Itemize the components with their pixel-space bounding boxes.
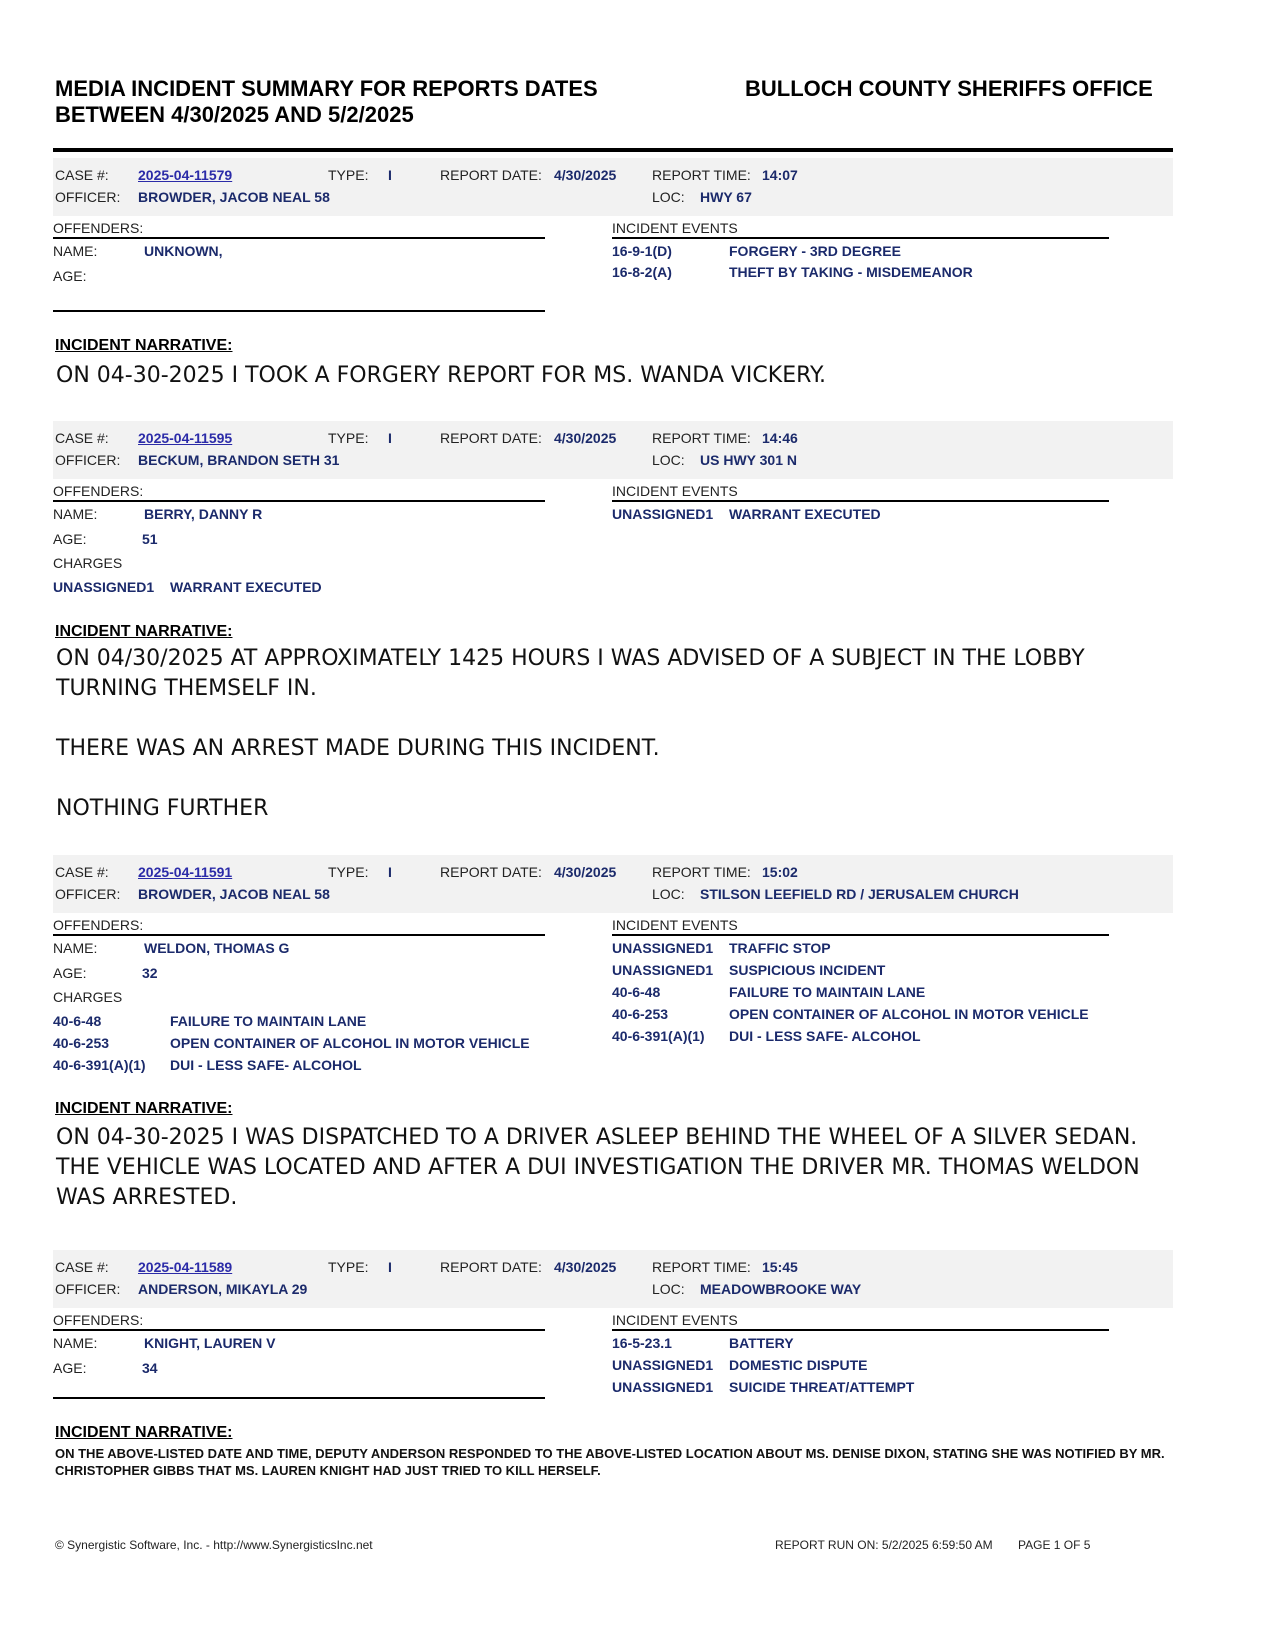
charge-description: DUI - LESS SAFE- ALCOHOL [170,1057,362,1073]
event-description: WARRANT EXECUTED [729,506,881,522]
offender-name: UNKNOWN, [144,243,223,259]
charge-description: OPEN CONTAINER OF ALCOHOL IN MOTOR VEHICLE [170,1035,530,1051]
event-description: THEFT BY TAKING - MISDEMEANOR [729,264,973,280]
offender-age: 34 [142,1360,158,1376]
incident-narrative-heading: INCIDENT NARRATIVE: [55,337,233,354]
name-label: NAME: [53,1335,98,1351]
report-time-value: 14:07 [762,167,798,183]
type-value: I [388,864,392,880]
case-label: CASE #: [55,430,109,446]
incident-events-divider [612,500,1109,502]
case-label: CASE #: [55,1259,109,1275]
age-label: AGE: [53,1360,87,1376]
officer-value: BROWDER, JACOB NEAL 58 [138,886,330,902]
report-date-value: 4/30/2025 [554,430,617,446]
report-time-value: 15:02 [762,864,798,880]
incident-narrative-heading: INCIDENT NARRATIVE: [55,1424,233,1441]
offenders-divider [53,500,545,502]
offenders-label: OFFENDERS: [53,220,144,236]
loc-value: STILSON LEEFIELD RD / JERUSALEM CHURCH [700,886,1019,902]
charges-label: CHARGES [53,989,123,1005]
loc-value: US HWY 301 N [700,452,797,468]
officer-label: OFFICER: [55,189,121,205]
type-label: TYPE: [328,167,369,183]
event-description: OPEN CONTAINER OF ALCOHOL IN MOTOR VEHICLE [729,1006,1089,1022]
case-number-link[interactable]: 2025-04-11595 [138,430,233,446]
footer-copyright: © Synergistic Software, Inc. - http://www.SynergisticsInc.net [55,1538,373,1552]
report-time-label: REPORT TIME: [652,1259,751,1275]
agency-name: BULLOCH COUNTY SHERIFFS OFFICE [745,76,1153,101]
name-label: NAME: [53,243,98,259]
offenders-divider [53,237,545,239]
event-code: UNASSIGNED1 [612,962,714,978]
case-label: CASE #: [55,864,109,880]
event-description: TRAFFIC STOP [729,940,831,956]
incident-events-label: INCIDENT EVENTS [612,220,738,236]
name-label: NAME: [53,940,98,956]
incident-narrative-heading: INCIDENT NARRATIVE: [55,1100,233,1117]
type-value: I [388,430,392,446]
event-description: DOMESTIC DISPUTE [729,1357,868,1373]
event-code: 40-6-253 [612,1006,669,1022]
offender-section-end [53,310,545,312]
incident-narrative-text: ON 04/30/2025 AT APPROXIMATELY 1425 HOURS I WAS ADVISED OF A SUBJECT IN THE LOBBY TURNING THEMSELF IN. THERE WAS AN ARREST MADE DURING THIS INCIDENT. NOTHING FURTHER [56,646,1085,821]
incident-events-divider [612,1329,1109,1331]
officer-value: ANDERSON, MIKAYLA 29 [138,1281,308,1297]
incident-narrative-text: ON 04-30-2025 I TOOK A FORGERY REPORT FOR MS. WANDA VICKERY. [56,363,826,388]
footer-page-number: PAGE 1 OF 5 [1018,1538,1091,1552]
report-time-value: 15:45 [762,1259,798,1275]
event-description: DUI - LESS SAFE- ALCOHOL [729,1028,921,1044]
offender-age: 32 [142,965,158,981]
event-code: 40-6-48 [612,984,661,1000]
officer-label: OFFICER: [55,1281,121,1297]
event-description: SUSPICIOUS INCIDENT [729,962,886,978]
event-description: FAILURE TO MAINTAIN LANE [729,984,926,1000]
type-label: TYPE: [328,1259,369,1275]
officer-value: BROWDER, JACOB NEAL 58 [138,189,330,205]
case-number-link[interactable]: 2025-04-11589 [138,1259,233,1275]
incident-events-label: INCIDENT EVENTS [612,483,738,499]
type-value: I [388,167,392,183]
report-date-label: REPORT DATE: [440,864,542,880]
report-time-label: REPORT TIME: [652,430,751,446]
age-label: AGE: [53,268,87,284]
incident-events-divider [612,934,1109,936]
officer-value: BECKUM, BRANDON SETH 31 [138,452,340,468]
charge-code: 40-6-253 [53,1035,110,1051]
offender-age: 51 [142,531,158,547]
offender-name: KNIGHT, LAUREN V [144,1335,276,1351]
event-code: 16-9-1(D) [612,243,672,259]
charge-description: FAILURE TO MAINTAIN LANE [170,1013,367,1029]
loc-label: LOC: [652,189,685,205]
case-number-link[interactable]: 2025-04-11591 [138,864,233,880]
name-label: NAME: [53,506,98,522]
charge-description: WARRANT EXECUTED [170,579,322,595]
charge-code: UNASSIGNED1 [53,579,155,595]
age-label: AGE: [53,965,87,981]
event-code: UNASSIGNED1 [612,940,714,956]
report-date-value: 4/30/2025 [554,864,617,880]
event-code: UNASSIGNED1 [612,1379,714,1395]
incident-events-label: INCIDENT EVENTS [612,1312,738,1328]
report-date-value: 4/30/2025 [554,167,617,183]
loc-value: MEADOWBROOKE WAY [700,1281,862,1297]
officer-label: OFFICER: [55,886,121,902]
event-code: 16-5-23.1 [612,1335,672,1351]
event-code: UNASSIGNED1 [612,506,714,522]
offenders-label: OFFENDERS: [53,483,144,499]
loc-label: LOC: [652,886,685,902]
charge-code: 40-6-48 [53,1013,102,1029]
report-time-label: REPORT TIME: [652,167,751,183]
report-title-line2: BETWEEN 4/30/2025 AND 5/2/2025 [55,102,414,127]
officer-label: OFFICER: [55,452,121,468]
event-code: 16-8-2(A) [612,264,672,280]
report-date-label: REPORT DATE: [440,430,542,446]
report-date-label: REPORT DATE: [440,167,542,183]
header-divider [53,148,1173,152]
incident-narrative-heading: INCIDENT NARRATIVE: [55,623,233,640]
incident-events-divider [612,237,1109,239]
footer-report-run: REPORT RUN ON: 5/2/2025 6:59:50 AM [775,1538,993,1552]
event-code: 40-6-391(A)(1) [612,1028,705,1044]
loc-label: LOC: [652,1281,685,1297]
report-date-value: 4/30/2025 [554,1259,617,1275]
incident-narrative-text: ON THE ABOVE-LISTED DATE AND TIME, DEPUTY ANDERSON RESPONDED TO THE ABOVE-LISTED LOCATION ABOUT MS. DENISE DIXON, STATING SHE WAS NOTIFIED BY MR. CHRISTOPHER GIBBS THAT MS. LAUREN KNIGHT HAD JUST TRIED TO KILL HERSELF. [55,1446,1165,1478]
offenders-divider [53,1329,545,1331]
event-description: BATTERY [729,1335,794,1351]
offenders-label: OFFENDERS: [53,1312,144,1328]
offender-name: BERRY, DANNY R [144,506,263,522]
incident-events-label: INCIDENT EVENTS [612,917,738,933]
case-number-link[interactable]: 2025-04-11579 [138,167,233,183]
event-description: SUICIDE THREAT/ATTEMPT [729,1379,915,1395]
report-time-value: 14:46 [762,430,798,446]
charge-code: 40-6-391(A)(1) [53,1057,146,1073]
report-title-line1: MEDIA INCIDENT SUMMARY FOR REPORTS DATES [55,76,598,101]
report-date-label: REPORT DATE: [440,1259,542,1275]
offender-name: WELDON, THOMAS G [144,940,290,956]
report-time-label: REPORT TIME: [652,864,751,880]
case-label: CASE #: [55,167,109,183]
report-title [55,76,695,128]
type-label: TYPE: [328,430,369,446]
offenders-label: OFFENDERS: [53,917,144,933]
type-label: TYPE: [328,864,369,880]
loc-value: HWY 67 [700,189,752,205]
event-description: FORGERY - 3RD DEGREE [729,243,901,259]
offenders-divider [53,934,545,936]
offender-section-end [53,1397,545,1399]
loc-label: LOC: [652,452,685,468]
charges-label: CHARGES [53,555,123,571]
incident-narrative-text: ON 04-30-2025 I WAS DISPATCHED TO A DRIVER ASLEEP BEHIND THE WHEEL OF A SILVER SEDAN. THE VEHICLE WAS LOCATED AND AFTER A DUI INVESTIGATION THE DRIVER MR. THOMAS WELDON WAS ARRESTED. [56,1125,1147,1210]
type-value: I [388,1259,392,1275]
event-code: UNASSIGNED1 [612,1357,714,1373]
age-label: AGE: [53,531,87,547]
